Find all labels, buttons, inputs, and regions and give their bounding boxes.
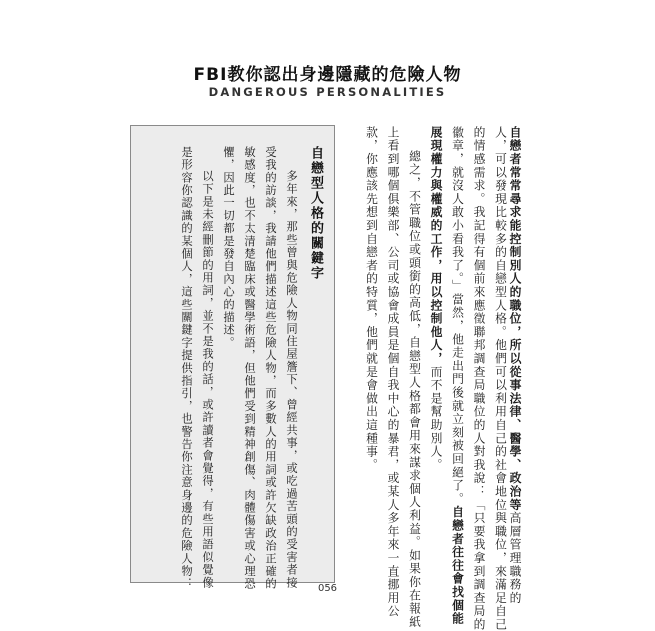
text-column: [405, 126, 422, 629]
page-number: 056: [317, 583, 338, 594]
column-text: 懼，因此一切都是發自內心的描述。: [222, 146, 235, 350]
column-text: 人，可以發現比較多的自戀型人格。他們可以利用自己的社會地位與職位，來滿足自己: [493, 126, 508, 631]
bold-phrase: 展現權力與權威的工作，用以控制他人，: [429, 126, 443, 366]
text-column: [427, 126, 443, 472]
bold-phrase: 自戀者往往會找個能: [450, 505, 465, 626]
sidebar-column: [218, 146, 234, 566]
sidebar-column: [197, 146, 214, 590]
sidebar-column: [260, 146, 277, 591]
column-text: 款，你應該先想到自戀者的特質，他們就是會做出這種事。: [364, 126, 379, 472]
sidebar-column: [239, 146, 256, 591]
column-text: 高層管理職務的: [508, 511, 522, 605]
book-title-english: DANGEROUS PERSONALITIES: [208, 85, 447, 99]
sidebar-content: [171, 146, 325, 591]
text-column: [506, 126, 522, 605]
text-column: [448, 126, 465, 626]
column-text: 以下是未經刪節的用詞，並不是我的話，或許讀者會覺得，有些用語似覺像: [201, 170, 214, 590]
text-column: [491, 126, 508, 631]
column-text: 而不是幫助別人。: [429, 365, 443, 472]
column-text: 受我的訪談，我請他們描述這些危險人物，而多數人的用詞或許欠缺政治正確的: [264, 146, 277, 591]
column-text: 多年來，那些曾與危險人物同住屋簷下、曾經共事，或吃過苦頭的受害者接: [285, 170, 298, 590]
column-text: 是形容你認識的某個人，這些關鍵字提供指引，也警告你注意身邊的危險人物：: [180, 146, 193, 591]
book-title: FBI教你認出身邊隱藏的危險人物: [193, 65, 462, 85]
text-column: [362, 126, 379, 472]
bold-phrase: 自戀者常常尋求能控制別人的職位，所以從事法律、醫學、政治等: [508, 126, 522, 512]
main-text: [355, 126, 522, 631]
sidebar-column: [281, 146, 298, 590]
column-text: 總之，不管職位或頭銜的高低，自戀型人格都會用來謀求個人利益。如果你在報紙: [407, 150, 422, 629]
text-column: [470, 126, 486, 631]
column-text: 上看到哪個俱樂部、公司或協會成員是個自我中心的暴君，或某人多年來一直挪用公: [386, 126, 400, 619]
sidebar-title: 自戀型人格的關鍵字: [308, 146, 323, 281]
sidebar-column: [176, 146, 193, 591]
column-text: 敏感度，也不太清楚臨床或醫學術語，但他們受到精神創傷、肉體傷害或心理恐: [243, 146, 256, 591]
text-column: [384, 126, 400, 619]
column-text: 的情感需求。我記得有個前來應徵聯邦調查局職位的人對我說：「只要我拿到調查局的: [472, 126, 486, 631]
column-text: 徽章，就沒人敢小看我了。」當然，他走出門後就立刻被回絕了。: [450, 126, 465, 506]
